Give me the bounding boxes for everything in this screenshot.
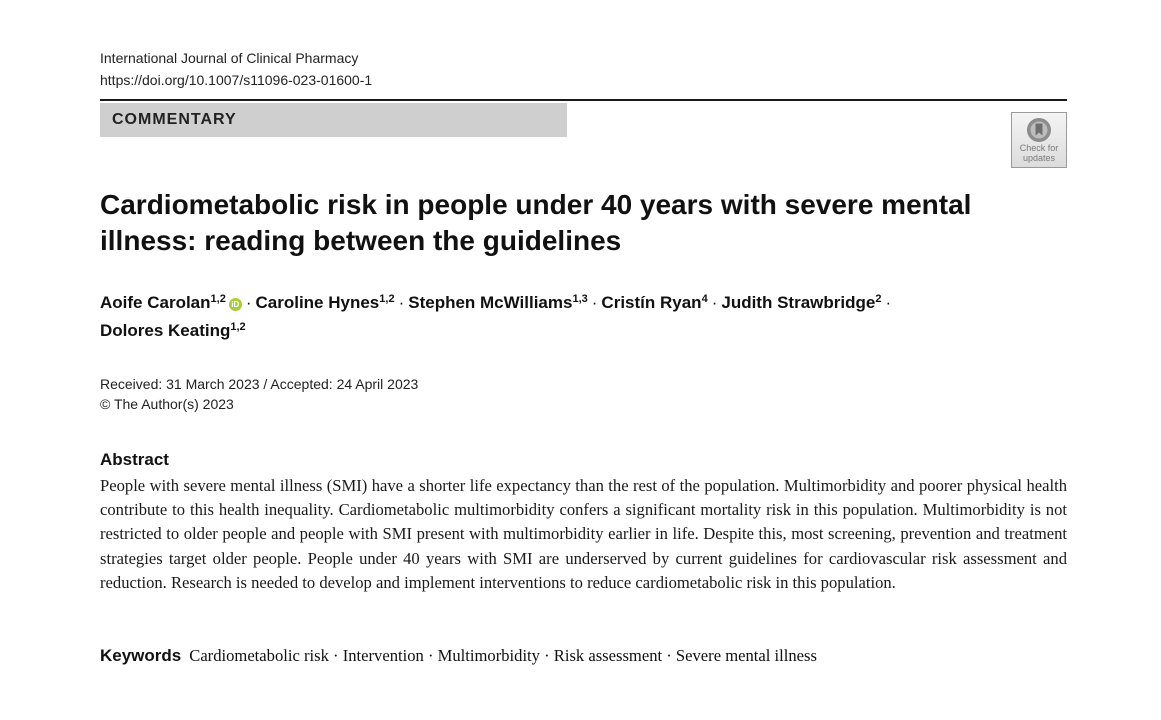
author-separator: · — [245, 293, 252, 312]
journal-header — [100, 47, 372, 91]
keywords-row — [100, 646, 817, 666]
author-name[interactable]: Aoife Carolan — [100, 293, 211, 312]
publication-dates — [100, 374, 418, 414]
author-affiliation: 1,2 — [210, 293, 226, 305]
check-for-updates-line1: Check for — [1019, 143, 1059, 153]
author-affiliation: 1,3 — [572, 293, 588, 305]
copyright-notice: © The Author(s) 2023 — [100, 396, 234, 412]
title-line-2: illness: reading between the guidelines — [100, 225, 622, 256]
journal-name: International Journal of Clinical Pharmacy — [100, 50, 359, 66]
article-title — [100, 187, 1000, 259]
author-affiliation: 2 — [875, 293, 882, 305]
check-for-updates-line2: updates — [1022, 153, 1056, 163]
author-name[interactable]: Stephen McWilliams — [408, 293, 573, 312]
author-list — [100, 289, 1060, 345]
author-line-2 — [100, 317, 1060, 345]
received-accepted-dates: Received: 31 March 2023 / Accepted: 24 April 2023 — [100, 376, 419, 392]
header-rule — [100, 99, 1067, 101]
author-line-1 — [100, 289, 1060, 317]
author-separator: · — [711, 293, 718, 312]
orcid-icon[interactable]: iD — [229, 298, 242, 311]
check-for-updates-badge[interactable] — [1011, 112, 1067, 168]
author-affiliation: 1,2 — [379, 293, 395, 305]
author-separator: · — [591, 293, 598, 312]
article-type-label: COMMENTARY — [112, 111, 237, 128]
author-affiliation: 1,2 — [230, 321, 246, 333]
keywords-label: Keywords — [100, 646, 182, 665]
author-affiliation: 4 — [701, 293, 708, 305]
author-separator: · — [885, 293, 892, 312]
crossmark-icon — [1026, 117, 1052, 143]
title-line-1: Cardiometabolic risk in people under 40 years with severe mental — [100, 189, 972, 220]
author-name[interactable]: Judith Strawbridge — [721, 293, 876, 312]
keywords-list: Cardiometabolic risk · Intervention · Multimorbidity · Risk assessment · Severe mental illness — [189, 646, 817, 665]
author-name[interactable]: Caroline Hynes — [255, 293, 380, 312]
author-separator: · — [398, 293, 405, 312]
doi-link[interactable]: https://doi.org/10.1007/s11096-023-01600-1 — [100, 72, 373, 88]
author-name[interactable]: Dolores Keating — [100, 321, 231, 340]
abstract-heading: Abstract — [100, 450, 169, 469]
article-type-band — [100, 103, 567, 137]
author-name[interactable]: Cristín Ryan — [601, 293, 702, 312]
abstract-text: People with severe mental illness (SMI) have a shorter life expectancy than the rest of the population. Multimorbidity and poorer physical health contribute to this health inequality. Cardiometabolic multimorbidity confers a significant mortality risk in this population. Multimorbidity is not restricted to older people and people with SMI present with multimorbidity earlier in life. Despite this, most screening, prevention and treatment strategies target older people. People under 40 years with SMI are underserved by current guidelines for cardiovascular risk assessment and reduction. Research is needed to develop and implement interventions to reduce cardiometabolic risk in this population. — [100, 476, 1067, 592]
